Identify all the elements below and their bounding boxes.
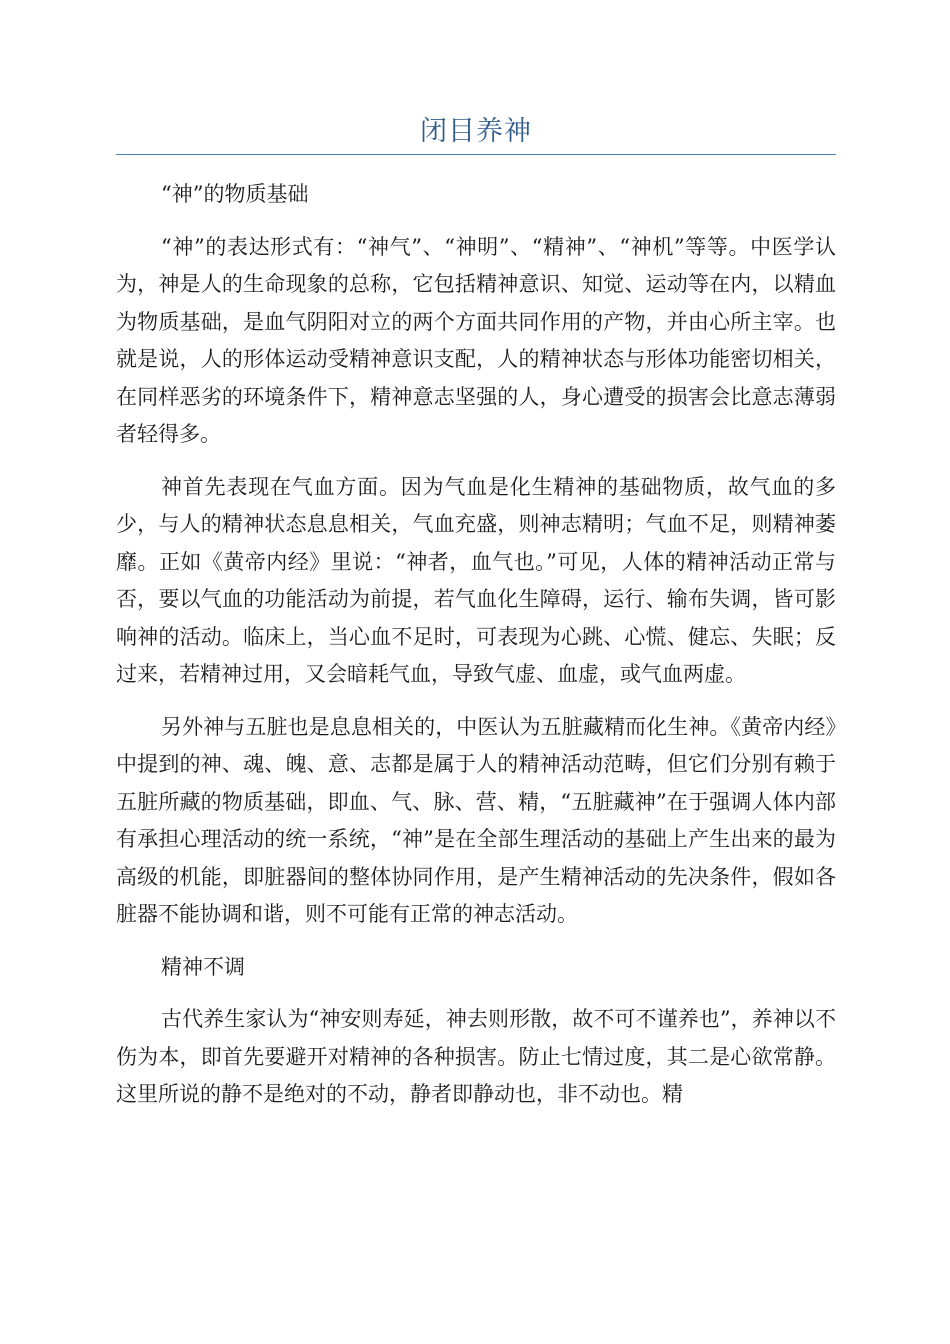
page-title: 闭目养神: [420, 116, 532, 147]
section-heading: “神”的物质基础: [161, 182, 309, 206]
document-page: [116, 0, 836, 1344]
paragraph: 神首先表现在气血方面。因为气血是化生精神的基础物质，故气血的多少，与人的精神状态息息相关，气血充盛，则神志精明；气血不足，则精神萎靡。正如《黄帝内经》里说：“神者，血气也。”可见，人体的精神活动正常与否，要以气血的功能活动为前提，若气血化生障碍，运行、输布失调，皆可影响神的活动。临床上，当心血不足时，可表现为心跳、心慌、健忘、失眠；反过来，若精神过用，又会暗耗气血，导致气虚、血虚，或气血两虚。: [116, 474, 836, 686]
section-heading: 精神不调: [161, 954, 245, 979]
paragraph: 另外神与五脏也是息息相关的，中医认为五脏藏精而化生神。《黄帝内经》中提到的神、魂、魄、意、志都是属于人的精神活动范畴，但它们分别有赖于五脏所藏的物质基础，即血、气、脉、营、精，“五脏藏神”在于强调人体内部有承担心理活动的统一系统，“神”是在全部生理活动的基础上产生出来的最为高级的机能，即脏器间的整体协同作用，是产生精神活动的先决条件，假如各脏器不能协调和谐，则不可能有正常的神志活动。: [116, 714, 836, 926]
title-underline: [116, 154, 836, 155]
document-body: [116, 176, 836, 1129]
paragraph: “神”的表达形式有：“神气”、“神明”、“精神”、“神机”等等。中医学认为，神是人的生命现象的总称，它包括精神意识、知觉、运动等在内，以精血为物质基础，是血气阴阳对立的两个方面共同作用的产物，并由心所主宰。也就是说，人的形体运动受精神意识支配，人的精神状态与形体功能密切相关，在同样恶劣的环境条件下，精神意志坚强的人，身心遭受的损害会比意志薄弱者轻得多。: [116, 234, 836, 446]
paragraph: 古代养生家认为“神安则寿延，神去则形散，故不可不谨养也”，养神以不伤为本，即首先要避开对精神的各种损害。防止七情过度，其二是心欲常静。这里所说的静不是绝对的不动，静者即静动也，非不动也。精: [116, 1007, 836, 1106]
